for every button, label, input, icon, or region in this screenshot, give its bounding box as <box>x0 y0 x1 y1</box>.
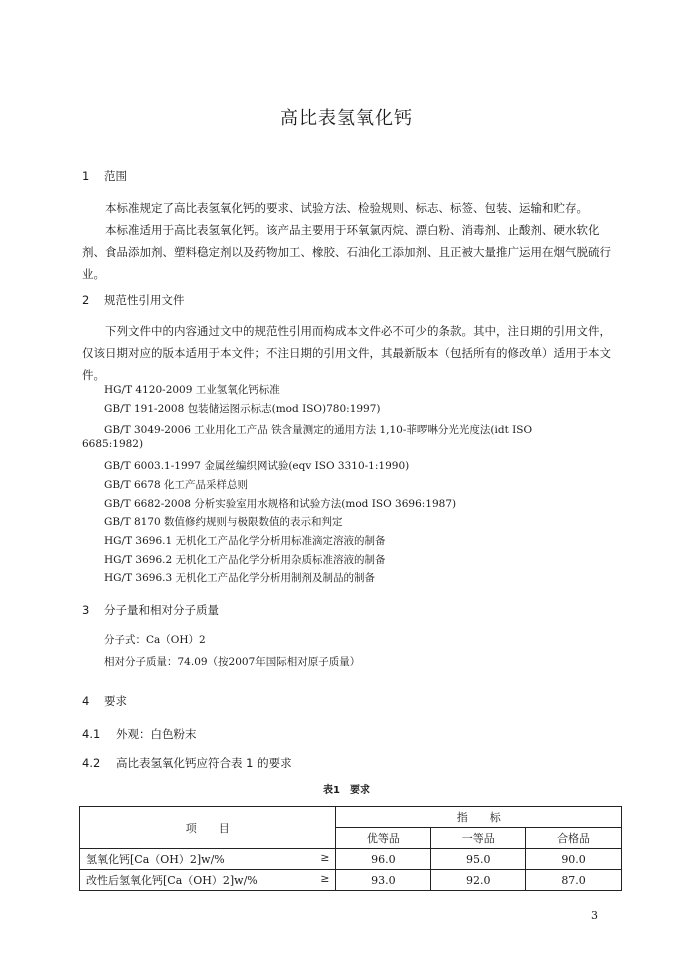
subsection-number: 4.1 <box>82 727 101 741</box>
subsection-4-1 <box>82 726 197 742</box>
grade-header: 一等品 <box>431 828 526 849</box>
subsection-4-2 <box>82 755 292 771</box>
value-cell: 93.0 <box>336 870 431 891</box>
subsection-text: 高比表氢氧化钙应符合表 1 的要求 <box>116 756 292 770</box>
reference-item: GB/T 191-2008 包装储运图示标志(mod ISO)780:1997) <box>104 403 381 415</box>
value-cell: 87.0 <box>526 870 622 891</box>
scope-paragraph-2 <box>82 219 622 285</box>
section-number: 3 <box>82 603 90 617</box>
value-cell: 92.0 <box>431 870 526 891</box>
reference-item: HG/T 4120-2009 工业氢氧化钙标准 <box>104 384 280 396</box>
references-intro-text: 下列文件中的内容通过文中的规范性引用而构成本文件必不可少的条款。其中，注日期的引用文件，仅该日期对应的版本适用于本文件；不注日期的引用文件，其最新版本（包括所有的修改单）适用于本文件。 <box>82 324 611 382</box>
value-cell: 95.0 <box>431 849 526 870</box>
requirements-table <box>79 806 622 891</box>
table-row <box>80 849 622 870</box>
section-1-heading <box>82 168 127 184</box>
comparison-symbol: ≥ <box>320 851 330 864</box>
section-2-heading <box>82 292 185 308</box>
item-cell <box>80 849 336 870</box>
section-3-heading <box>82 602 219 618</box>
table-caption: 表1 要求 <box>323 785 370 796</box>
item-label: 氢氧化钙[Ca（OH）2]w/% <box>86 853 225 866</box>
page-number: 3 <box>591 909 598 922</box>
section-title: 分子量和相对分子质量 <box>104 603 219 617</box>
section-number: 1 <box>82 169 90 183</box>
reference-item: HG/T 3696.1 无机化工产品化学分析用标准滴定溶液的制备 <box>104 535 386 547</box>
molecular-mass: 相对分子质量：74.09（按2007年国际相对原子质量） <box>104 656 361 668</box>
section-title: 规范性引用文件 <box>104 293 185 307</box>
reference-item: GB/T 3049-2006 工业用化工产品 铁含量测定的通用方法 1,10-菲啰啉分光光度法(idt ISO <box>104 424 533 436</box>
section-4-heading <box>82 693 127 709</box>
reference-item: HG/T 3696.3 无机化工产品化学分析用制剂及制品的制备 <box>104 572 375 584</box>
table-row <box>80 870 622 891</box>
document-title: 高比表氢氧化钙 <box>280 108 413 129</box>
scope-text-2: 本标准适用于高比表氢氧化钙。该产品主要用于环氧氯丙烷、漂白粉、消毒剂、止酸剂、硬水软化剂、食品添加剂、塑料稳定剂以及药物加工、橡胶、石油化工添加剂、且正被大量推广运用在烟气脱硫行业。 <box>82 223 611 281</box>
item-cell <box>80 870 336 891</box>
subsection-number: 4.2 <box>82 756 101 770</box>
reference-item: GB/T 8170 数值修约规则与极限数值的表示和判定 <box>104 516 343 528</box>
section-title: 要求 <box>104 694 127 708</box>
scope-text-1: 本标准规定了高比表氢氧化钙的要求、试验方法、检验规则、标志、标签、包装、运输和贮存。 <box>105 201 588 215</box>
molecular-formula: 分子式：Ca（OH）2 <box>104 634 206 646</box>
references-intro <box>82 320 622 386</box>
reference-item: HG/T 3696.2 无机化工产品化学分析用杂质标准溶液的制备 <box>104 554 386 566</box>
reference-item: GB/T 6003.1-1997 金属丝编织网试验(eqv ISO 3310-1:1990) <box>104 460 410 472</box>
value-cell: 90.0 <box>526 849 622 870</box>
item-column-header: 项 目 <box>80 807 336 849</box>
section-number: 2 <box>82 293 90 307</box>
subsection-text: 外观：白色粉末 <box>116 727 197 741</box>
table-header-row <box>80 807 622 828</box>
comparison-symbol: ≥ <box>320 872 330 885</box>
section-title: 范围 <box>104 169 127 183</box>
grade-header: 合格品 <box>526 828 622 849</box>
reference-item: GB/T 6682-2008 分析实验室用水规格和试验方法(mod ISO 3696:1987) <box>104 498 457 510</box>
value-cell: 96.0 <box>336 849 431 870</box>
section-number: 4 <box>82 694 90 708</box>
indicator-group-header: 指 标 <box>336 807 622 828</box>
reference-item: GB/T 6678 化工产品采样总则 <box>104 479 249 491</box>
grade-header: 优等品 <box>336 828 431 849</box>
reference-item-continuation: 6685:1982) <box>82 438 144 450</box>
scope-paragraph-1 <box>82 197 622 219</box>
item-label: 改性后氢氧化钙[Ca（OH）2]w/% <box>86 874 258 887</box>
